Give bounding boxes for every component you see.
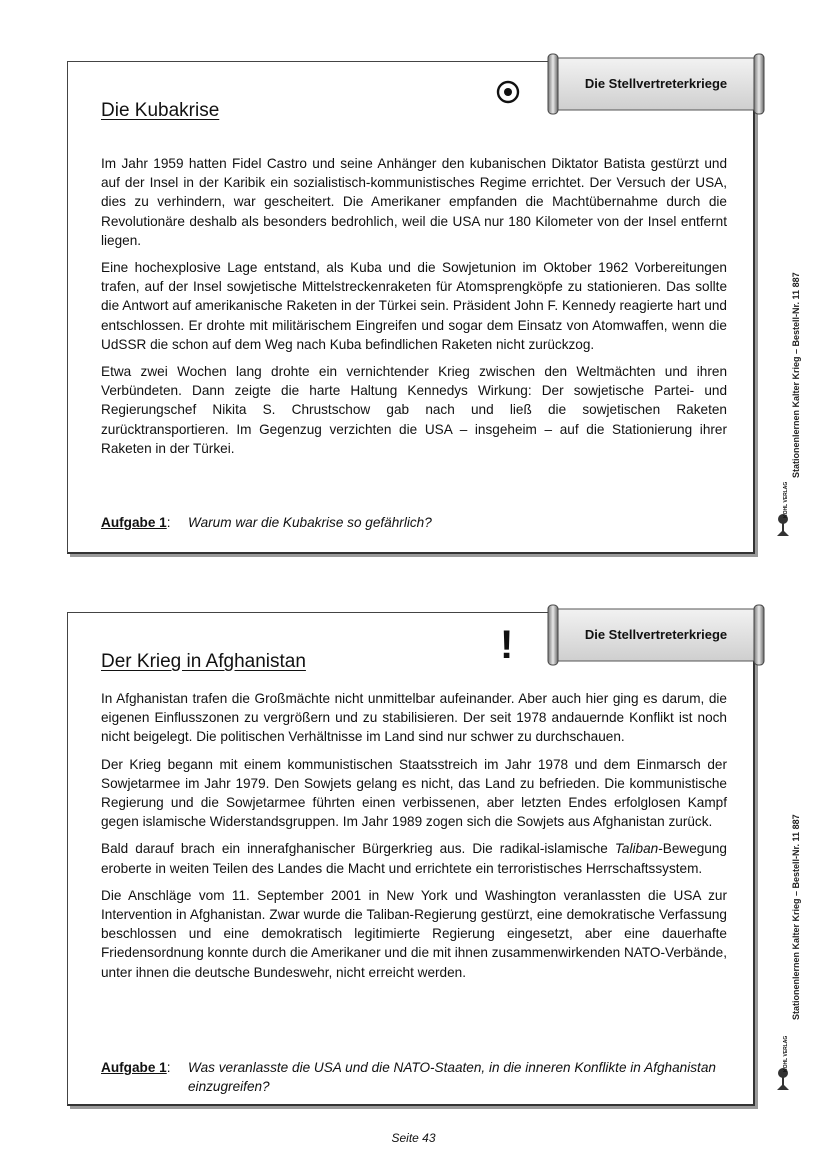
banner-label: Die Stellvertreterkriege	[584, 627, 728, 642]
paragraph: In Afghanistan trafen die Großmächte nicht unmittelbar aufeinander. Aber auch hier ging es darum, die eigenen Einflusszonen zu vergrößern und zu stabilisieren. Der seit 1978 andauernde Konflikt ist noch nicht beigelegt. Die politischen Verhältnisse im Land sind nur schwer zu durchschauen.	[101, 691, 727, 745]
emphasis-taliban: Taliban	[614, 841, 659, 857]
task-label: Aufgabe 1	[101, 1060, 167, 1075]
task-label-wrap	[101, 513, 188, 532]
publisher-logo-icon	[775, 1035, 797, 1094]
logo-label: KOHL VERLAG	[783, 1035, 789, 1072]
section-title: Der Krieg in Afghanistan	[101, 651, 306, 672]
banner-label: Die Stellvertreterkriege	[584, 76, 728, 91]
task-label-wrap	[101, 1058, 188, 1096]
task	[101, 513, 727, 532]
sidebar-order-text: Stationenlernen Kalter Krieg – Bestell-Nr. 11 887	[791, 814, 801, 1020]
task-text: Warum war die Kubakrise so gefährlich?	[188, 515, 432, 530]
section-card-afghanistan	[67, 612, 755, 1106]
header-banner-scroll	[546, 52, 766, 116]
section-title: Die Kubakrise	[101, 100, 220, 121]
paragraph-part: -Bewegung eroberte in weiten Teilen des Landes die Macht und errichtete ein terroristisches Herrschaftssystem.	[101, 841, 727, 876]
task	[101, 1058, 727, 1096]
paragraph: Eine hochexplosive Lage entstand, als Kuba und die Sowjetunion im Oktober 1962 Vorbereitungen trafen, auf der Insel sowjetische Mittelstreckenraketen für Atomsprengköpfe zu stationieren. Das sollte die Antwort auf amerikanische Raketen in der Türkei sein. Präsident John F. Kennedy reagierte hart und entschlossen. Er drohte mit militärischem Eingreifen und sogar dem Einsatz von Atomwaffen, wenn die UdSSR die schon auf dem Weg nach Kuba befindlichen Raketen nicht zurückzog.	[101, 260, 727, 352]
logo-label: KOHL VERLAG	[783, 481, 789, 518]
paragraph: Etwa zwei Wochen lang drohte ein vernichtender Krieg zwischen den Weltmächten und ihren Verbündeten. Dann zeigte die harte Haltung Kennedys Wirkung: Der sowjetische Partei- und Regierungschef Nikita S. Chrustschow gab nach und ließ die sowjetischen Raketen zurücktransportieren. Im Gegenzug verzichten die USA – insgeheim – auf die Stationierung ihrer Raketen in der Türkei.	[101, 364, 727, 456]
paragraph: Die Anschläge vom 11. September 2001 in New York und Washington veranlassten die USA zur Intervention in Afghanistan. Zwar wurde die Taliban-Regierung gestürzt, eine demokratische Verfassung beschlossen und eine demokratisch legitimierte Regierung eingesetzt, aber eine dauerhafte Friedensordnung konnte durch die Amerikaner und die mit ihnen zusammenwirkenden NATO-Verbände, unter ihnen die deutsche Bundeswehr, nicht erreicht werden.	[101, 887, 727, 980]
publisher-logo-icon	[775, 481, 797, 540]
page-number: Seite 43	[391, 1131, 436, 1145]
header-banner-scroll	[546, 603, 766, 667]
paragraph	[101, 839, 727, 877]
task-colon: :	[166, 515, 171, 530]
sidebar-order-text: Stationenlernen Kalter Krieg – Bestell-Nr. 11 887	[791, 272, 801, 478]
paragraph: Der Krieg begann mit einem kommunistischen Staatsstreich im Jahr 1978 und dem Einmarsch der Sowjetarmee im Jahr 1979. Den Sowjets gelang es nicht, das Land zu befrieden. Die kommunistische Regierung und die Sowjetarmee führten einen verbissenen, aber letzten Endes erfolglosen Kampf gegen islamische Widerstandsgruppen. Im Jahr 1989 zogen sich die Sowjets aus Afghanistan zurück.	[101, 756, 727, 830]
section-body	[101, 689, 727, 990]
task-label: Aufgabe 1	[101, 515, 167, 530]
exclamation-icon: !	[500, 623, 514, 667]
target-icon	[496, 80, 520, 104]
paragraph-part: Bald darauf brach ein innerafghanischer Bürgerkrieg aus. Die radikal-islamische	[101, 841, 615, 857]
section-card-kubakrise	[67, 61, 755, 554]
task-text: Was veranlasste die USA und die NATO-Staaten, in die inneren Konflikte in Afghanistan einzugreifen?	[188, 1060, 716, 1095]
task-colon: :	[166, 1060, 171, 1075]
paragraph: Im Jahr 1959 hatten Fidel Castro und seine Anhänger den kubanischen Diktator Batista gestürzt und auf der Insel in der Karibik ein sozialistisch-kommunistisches Regime errichtet. Der Versuch der USA, dies zu verhindern, war gescheitert. Die Amerikaner empfanden die Machtübernahme durch die Revolutionäre deshalb als besonders bedrohlich, weil die USA nur 180 Kilometer von der Insel entfernt liegen.	[101, 156, 727, 248]
section-body	[101, 154, 727, 466]
